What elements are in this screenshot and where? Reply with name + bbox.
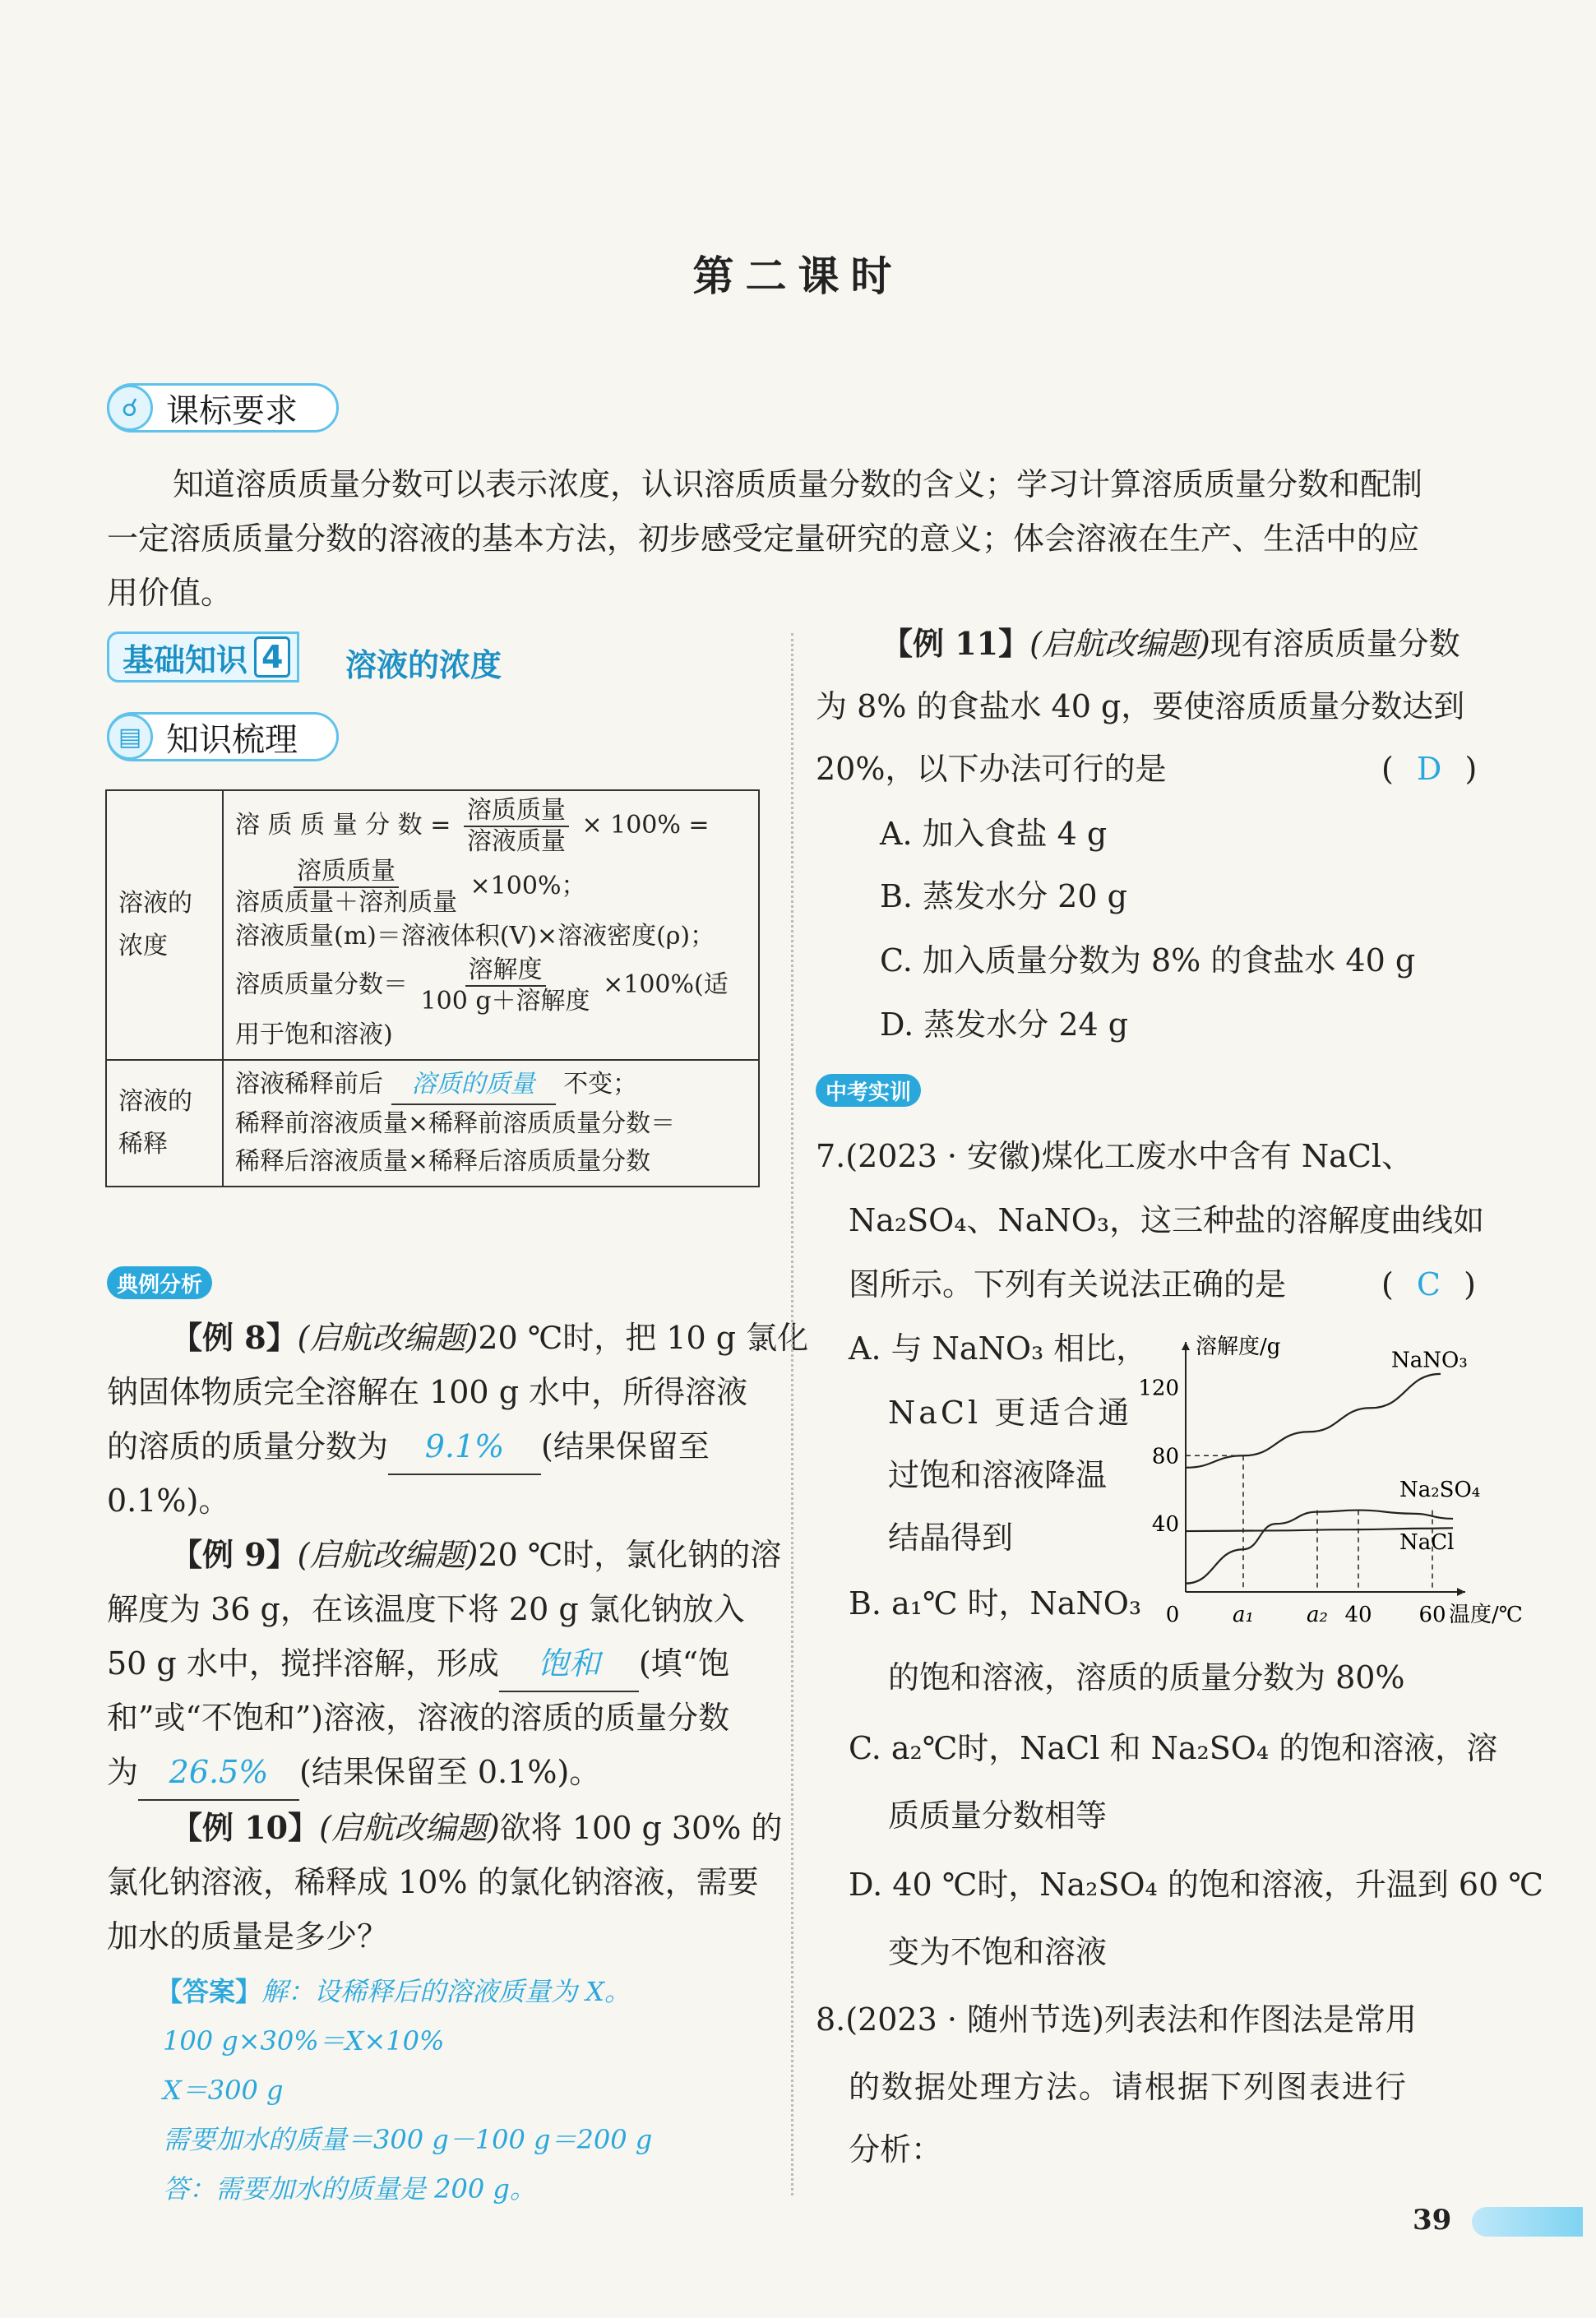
x-tick-label: a₁ <box>1233 1603 1254 1627</box>
y-axis-arrow <box>1182 1342 1190 1350</box>
knowledge-table <box>105 789 760 1187</box>
ex11-option-b: B. 蒸发水分 20 g <box>880 878 1127 914</box>
q7-option-d-2: 变为不饱和溶液 <box>888 1934 1108 1970</box>
jichu-label-text: 基础知识 <box>123 641 248 678</box>
q7-option-d-1: D. 40 ℃时，Na₂SO₄ 的饱和溶液，升温到 60 ℃ <box>849 1867 1543 1903</box>
nano3-curve <box>1186 1374 1441 1468</box>
x-tick-label: a₂ <box>1307 1603 1328 1627</box>
q7-option-b-1: B. a₁℃ 时，NaNO₃ <box>849 1585 1142 1622</box>
page-title: 第二课时 <box>692 252 904 300</box>
page-number-bar <box>1472 2207 1583 2237</box>
ex10-line-2: 氯化钠溶液，稀释成 10% 的氯化钠溶液，需要 <box>107 1864 759 1900</box>
ex11-answer: ( D ) <box>1381 751 1478 787</box>
solubility-chart <box>1131 1321 1523 1638</box>
q8-line-1: 8.(2023 · 随州节选)列表法和作图法是常用 <box>816 2001 1417 2038</box>
ex10-answer-line-2: 100 g×30%＝X×10% <box>163 2025 445 2057</box>
magnifier-icon: ☌ <box>107 385 153 431</box>
ex9-line-2: 解度为 36 g，在该温度下将 20 g 氯化钠放入 <box>107 1591 745 1627</box>
shuli-heading-text: 知识梳理 <box>166 720 298 759</box>
kebiao-line-1: 知道溶质质量分数可以表示浓度，认识溶质质量分数的含义；学习计算溶质质量分数和配制 <box>173 466 1423 502</box>
x-tick-label: 60 <box>1418 1603 1446 1627</box>
ex11-line-2: 为 8% 的食盐水 40 g，要使溶质质量分数达到 <box>816 688 1465 724</box>
jichu-label <box>107 632 299 682</box>
q8-line-3: 分析： <box>849 2131 943 2168</box>
jichu-number: 4 <box>254 636 290 678</box>
q7-option-c-2: 质质量分数相等 <box>888 1797 1108 1834</box>
q7-option-a-1: A. 与 NaNO₃ 相比， <box>849 1330 1148 1367</box>
q8-line-2: 的数据处理方法。请根据下列图表进行 <box>849 2069 1409 2105</box>
ex9-line-5: 为 26.5% (结果保留至 0.1%)。 <box>107 1745 600 1801</box>
ex8-line-3: 的溶质的质量分数为 9.1% (结果保留至 <box>107 1419 710 1475</box>
q7-option-a-3: 过饱和溶液降温 <box>888 1457 1108 1493</box>
kebiao-heading <box>107 383 339 433</box>
ex11-option-a: A. 加入食盐 4 g <box>880 816 1108 852</box>
kebiao-line-2: 一定溶质质量分数的溶液的基本方法，初步感受定量研究的意义；体会溶液在生产、生活中的应 <box>107 521 1420 557</box>
nacl-label: NaCl <box>1399 1530 1455 1556</box>
fraction-2: $\frac{\text{溶质质量}}{\text{溶质质量＋溶剂质量}}$ <box>235 857 457 917</box>
y-tick-label: 120 <box>1138 1376 1179 1401</box>
ex10-line-3: 加水的质量是多少？ <box>107 1918 389 1955</box>
density-formula: 溶液质量(m)＝溶液体积(V)×溶液密度(ρ)； <box>235 922 715 951</box>
ex9-line-4: 和”或“不饱和”)溶液，溶液的溶质的质量分数 <box>107 1700 730 1736</box>
x-tick-label: 0 <box>1165 1603 1180 1627</box>
nano3-label: NaNO₃ <box>1391 1348 1468 1373</box>
y-tick-label: 40 <box>1151 1512 1179 1538</box>
q7-line-3: 图所示。下列有关说法正确的是 <box>849 1266 1287 1302</box>
ex8-line-4: 0.1%)。 <box>107 1483 230 1519</box>
ex10-answer-line-3: X＝300 g <box>163 2075 284 2106</box>
fraction-1: $\frac{\text{溶质质量}}{\text{溶液质量}}$ <box>464 796 569 857</box>
ex8-line-1: 【例 8】(启航改编题)20 ℃时，把 10 g 氯化 <box>171 1319 809 1356</box>
y-tick-label: 80 <box>1151 1444 1179 1469</box>
fraction-3: $\frac{\text{溶解度}}{\text{100 g＋溶解度}}$ <box>420 955 590 1016</box>
ex11-option-c: C. 加入质量分数为 8% 的食盐水 40 g <box>880 942 1416 979</box>
ex10-line-1: 【例 10】(启航改编题)欲将 100 g 30% 的 <box>171 1809 783 1846</box>
dilution-rules: 溶液稀释前后 溶质的质量 不变； 稀释前溶液质量×稀释前溶质质量分数＝ 稀释后溶液质量×稀释后溶质质量分数 <box>223 1060 759 1187</box>
q7-option-b-2: 的饱和溶液，溶质的质量分数为 80% <box>888 1659 1405 1696</box>
concentration-formulas: 溶 质 质 量 分 数 = $\frac{\text{溶质质量}}{\text{溶液质量}}$ × 100% = $\frac{\text{溶质质量}}{\text{溶质质量＋溶剂质量}}$ ×100%； 溶液质量(m)＝溶液体积(V)×溶液密度(ρ)； 溶质质量分数＝ $\frac{\text{溶解度}}{\text{100 g＋溶解度}}$ ×100%(适 用于饱和溶液) <box>223 790 759 1060</box>
zhongkao-tag: 中考实训 <box>816 1074 921 1107</box>
x-axis-arrow <box>1457 1588 1465 1596</box>
x-tick-label: 40 <box>1344 1603 1372 1627</box>
row-head-concentration: 溶液的 浓度 <box>106 790 223 1060</box>
ex10-answer-line-1: 【答案】解：设稀释后的溶液质量为 X。 <box>156 1976 631 2007</box>
y-axis-label: 溶解度/g <box>1196 1335 1281 1359</box>
q7-option-a-2: NaCl 更适合通 <box>888 1395 1133 1431</box>
row-head-dilution: 溶液的 稀释 <box>106 1060 223 1187</box>
ex11-line-1: 【例 11】(启航改编题)现有溶质质量分数 <box>881 625 1460 662</box>
q7-option-a-4: 结晶得到 <box>888 1520 1014 1556</box>
ex9-answer-blank-1: 饱和 <box>499 1636 639 1692</box>
ex9-answer-blank-2: 26.5% <box>138 1745 299 1801</box>
kebiao-heading-text: 课标要求 <box>166 391 298 430</box>
ex9-line-3: 50 g 水中，搅拌溶解，形成 饱和 (填“饱 <box>107 1636 729 1692</box>
q7-line-1: 7.(2023 · 安徽)煤化工废水中含有 NaCl、 <box>816 1138 1413 1174</box>
ex9-line-1: 【例 9】(启航改编题)20 ℃时，氯化钠的溶 <box>171 1536 782 1573</box>
q7-answer: ( C ) <box>1381 1266 1476 1302</box>
jichu-topic: 溶液的浓度 <box>345 647 502 683</box>
kebiao-line-3: 用价值。 <box>107 575 233 611</box>
shuli-heading <box>107 712 339 761</box>
x-axis-label: 温度/℃ <box>1449 1603 1523 1627</box>
book-icon: ▤ <box>107 714 153 760</box>
dianli-tag: 典例分析 <box>107 1266 212 1299</box>
ex11-line-3: 20%，以下办法可行的是 <box>816 751 1167 787</box>
dilution-blank: 溶质的质量 <box>391 1066 556 1105</box>
ex8-answer-blank: 9.1% <box>388 1419 541 1475</box>
column-divider <box>791 633 793 2195</box>
ex11-option-d: D. 蒸发水分 24 g <box>880 1006 1129 1043</box>
na2so4-label: Na₂SO₄ <box>1399 1478 1481 1502</box>
page-number: 39 <box>1413 2204 1452 2237</box>
ex8-line-2: 钠固体物质完全溶解在 100 g 水中，所得溶液 <box>107 1374 748 1410</box>
ex10-answer-line-4: 需要加水的质量＝300 g－100 g＝200 g <box>163 2124 653 2155</box>
ex10-answer-line-5: 答：需要加水的质量是 200 g。 <box>163 2173 536 2205</box>
q7-line-2: Na₂SO₄、NaNO₃，这三种盐的溶解度曲线如 <box>849 1202 1485 1238</box>
q7-option-c-1: C. a₂℃时，NaCl 和 Na₂SO₄ 的饱和溶液，溶 <box>849 1730 1498 1766</box>
